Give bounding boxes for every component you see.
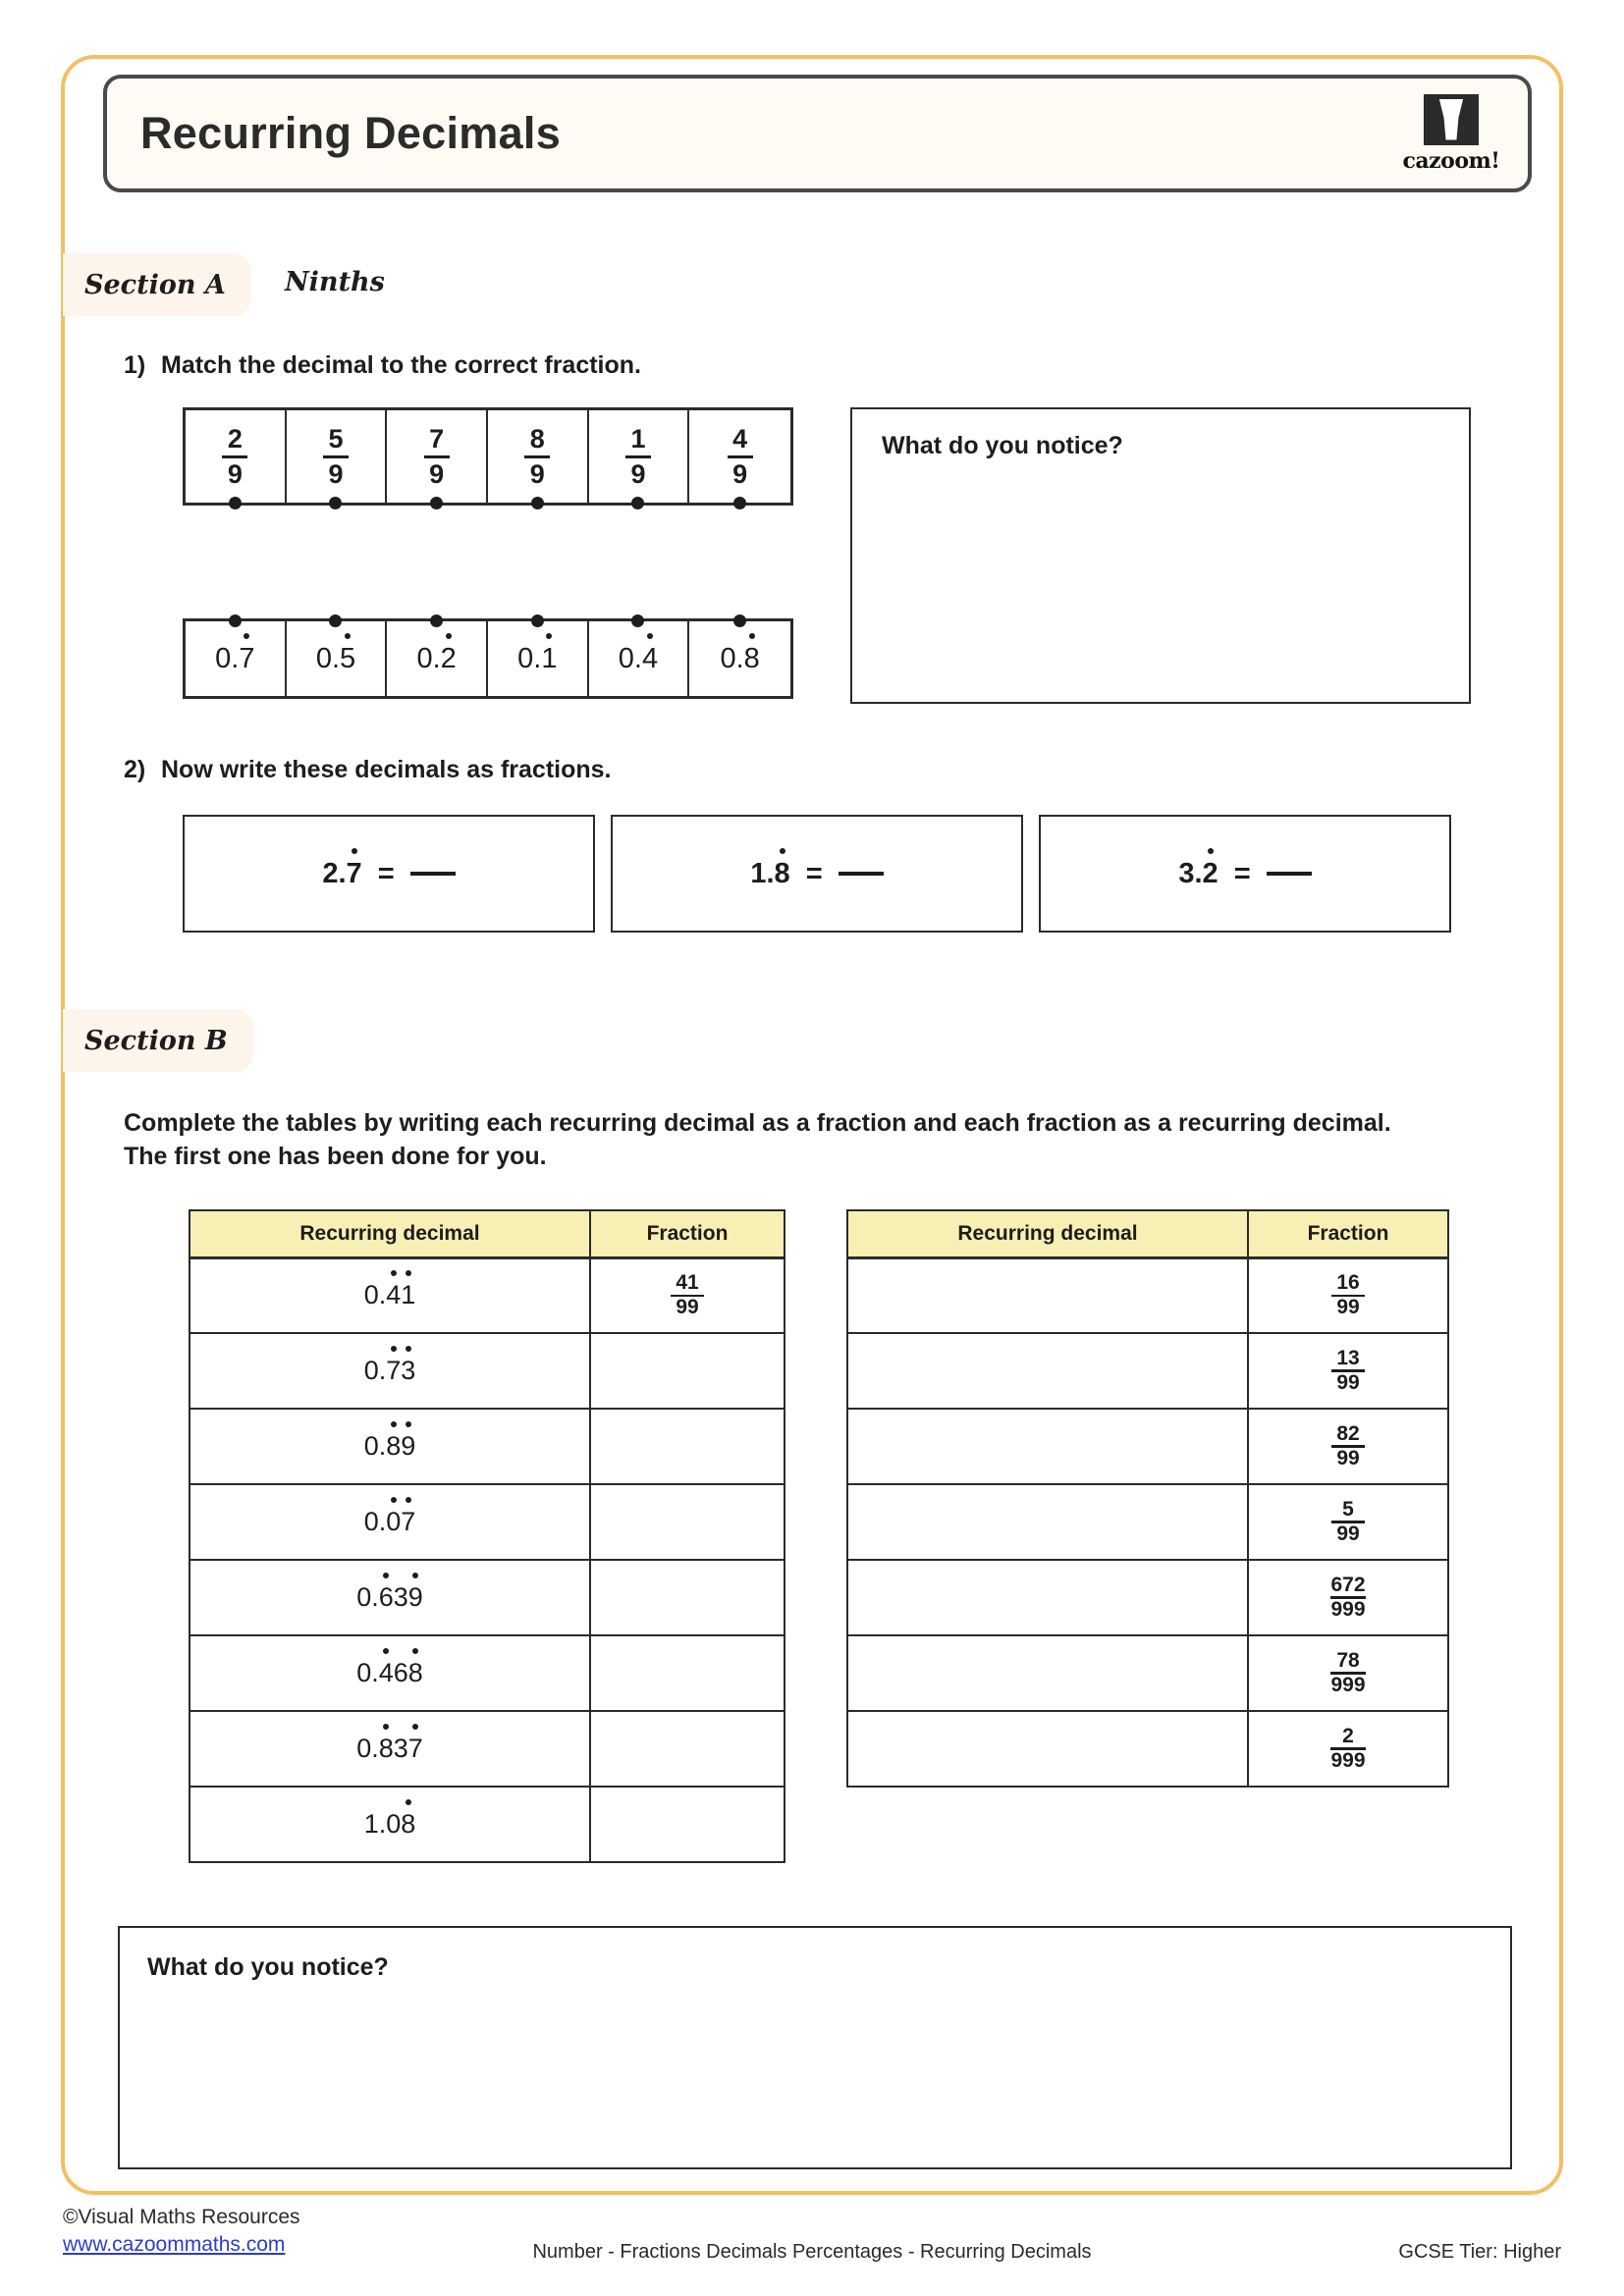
question-2 xyxy=(124,756,612,784)
fraction-value xyxy=(524,423,550,489)
recurring-dot-icon: 7 xyxy=(239,642,255,674)
answer-blank[interactable] xyxy=(839,872,884,876)
table-row xyxy=(847,1560,1448,1635)
fraction-value xyxy=(1330,1650,1365,1696)
table-row xyxy=(189,1409,785,1484)
fraction-cell[interactable] xyxy=(186,410,287,503)
question-2-text: Now write these decimals as fractions. xyxy=(161,756,612,783)
column-header: Recurring decimal xyxy=(847,1210,1248,1257)
website-link[interactable]: www.cazoommaths.com xyxy=(63,2233,286,2257)
fraction-numerator: 13 xyxy=(1336,1347,1360,1370)
recurring-decimal-value: 0.5 xyxy=(315,642,356,674)
fraction-denominator: 99 xyxy=(1336,1446,1360,1469)
cell-recurring-decimal[interactable] xyxy=(189,1484,590,1560)
recurring-dot-icon: 8 xyxy=(378,1734,394,1763)
fraction-numerator: 16 xyxy=(1336,1271,1360,1295)
decimal-cell[interactable] xyxy=(186,621,287,696)
recurring-decimal-value: 0.7 xyxy=(215,642,255,674)
column-header: Recurring decimal xyxy=(189,1210,590,1257)
cazoom-cup-logo-icon xyxy=(1424,94,1479,145)
logo-wordmark: cazoom! xyxy=(1402,147,1500,174)
footer-topic: Number - Fractions Decimals Percentages - Recurring Decimals xyxy=(532,2241,1092,2263)
recurring-dot-icon: 9 xyxy=(407,1582,423,1612)
section-b-instruction: Complete the tables by writing each recurring decimal as a fraction and each fraction as a recurring decimal. The first one has been done for you. xyxy=(124,1109,1391,1170)
cell-fraction[interactable] xyxy=(1248,1257,1448,1333)
decimal-cell[interactable] xyxy=(488,621,589,696)
cazoom-logo xyxy=(1400,94,1502,174)
fraction-denominator: 99 xyxy=(1336,1370,1360,1394)
recurring-decimal-value: 0.89 xyxy=(363,1431,416,1461)
match-dot-icon[interactable] xyxy=(531,614,544,627)
match-dot-icon[interactable] xyxy=(531,497,544,509)
table-row xyxy=(189,1711,785,1787)
cell-recurring-decimal[interactable] xyxy=(189,1560,590,1635)
recurring-dot-icon: 6 xyxy=(378,1582,394,1612)
decimal-cell[interactable] xyxy=(689,621,790,696)
cell-fraction[interactable] xyxy=(590,1635,785,1711)
fraction-value xyxy=(1331,1348,1365,1394)
fraction-value xyxy=(424,423,450,489)
recurring-dot-icon: 0 xyxy=(386,1507,402,1536)
fraction-numerator: 2 xyxy=(1342,1725,1354,1748)
answer-blank[interactable] xyxy=(1267,872,1312,876)
table-row xyxy=(189,1635,785,1711)
recurring-decimal-value: 3.2 xyxy=(1178,857,1218,889)
recurring-dot-icon: 9 xyxy=(401,1431,416,1461)
fraction-denominator: 99 xyxy=(676,1296,699,1318)
fraction-numerator: 672 xyxy=(1330,1574,1366,1597)
column-header: Fraction xyxy=(590,1210,785,1257)
cell-recurring-decimal[interactable] xyxy=(189,1787,590,1862)
column-header: Fraction xyxy=(1248,1210,1448,1257)
fraction-value xyxy=(1331,1272,1365,1318)
recurring-decimal-table-right xyxy=(846,1209,1449,1788)
cell-recurring-decimal[interactable] xyxy=(189,1635,590,1711)
section-a-tag xyxy=(63,253,251,316)
recurring-dot-icon: 7 xyxy=(407,1734,423,1763)
fraction-numerator: 2 xyxy=(227,423,243,454)
fraction-cell[interactable] xyxy=(589,410,690,503)
decimal-strip xyxy=(183,618,793,699)
recurring-dot-icon: 8 xyxy=(407,1658,423,1687)
cell-recurring-decimal[interactable] xyxy=(847,1333,1248,1409)
notice-box-b-label: What do you notice? xyxy=(147,1953,389,1981)
question-1 xyxy=(124,351,641,380)
cell-fraction[interactable] xyxy=(590,1409,785,1484)
decimal-cell[interactable] xyxy=(387,621,488,696)
section-b-label: Section B xyxy=(84,1025,228,1056)
recurring-dot-icon: 8 xyxy=(774,857,790,889)
equals-sign: = xyxy=(805,857,823,889)
decimal-cell[interactable] xyxy=(287,621,388,696)
recurring-dot-icon: 8 xyxy=(743,642,760,674)
fraction-denominator: 999 xyxy=(1330,1748,1366,1772)
cell-fraction[interactable] xyxy=(590,1257,785,1333)
question-2-number: 2) xyxy=(124,756,146,783)
fraction-numerator: 82 xyxy=(1336,1422,1360,1446)
table-row xyxy=(189,1787,785,1862)
fraction-numerator: 41 xyxy=(676,1271,699,1295)
equation-row xyxy=(750,858,883,890)
cell-fraction[interactable] xyxy=(590,1484,785,1560)
cell-recurring-decimal[interactable] xyxy=(847,1635,1248,1711)
recurring-decimal-table-left xyxy=(189,1209,785,1863)
notice-box-a-label: What do you notice? xyxy=(882,432,1123,459)
cell-fraction[interactable] xyxy=(1248,1333,1448,1409)
recurring-decimal-value: 0.837 xyxy=(356,1734,423,1763)
table-row xyxy=(189,1257,785,1333)
recurring-dot-icon: 1 xyxy=(401,1280,416,1310)
recurring-decimal-value: 0.2 xyxy=(416,642,457,674)
fraction-numerator: 5 xyxy=(1342,1498,1354,1522)
table-row xyxy=(189,1484,785,1560)
cell-recurring-decimal[interactable] xyxy=(189,1257,590,1333)
recurring-decimal-value: 0.8 xyxy=(720,642,760,674)
recurring-dot-icon: 8 xyxy=(386,1431,402,1461)
recurring-decimal-value: 0.07 xyxy=(363,1507,416,1536)
footer-tier: GCSE Tier: Higher xyxy=(1398,2241,1561,2263)
recurring-decimal-value: 2.7 xyxy=(322,857,362,889)
fraction-cell[interactable] xyxy=(287,410,388,503)
fraction-numerator: 78 xyxy=(1336,1649,1360,1673)
recurring-decimal-value: 0.4 xyxy=(618,642,659,674)
fraction-value xyxy=(323,423,349,489)
recurring-dot-icon: 4 xyxy=(641,642,659,674)
cell-fraction[interactable] xyxy=(1248,1635,1448,1711)
cell-recurring-decimal[interactable] xyxy=(189,1711,590,1787)
fraction-numerator: 7 xyxy=(429,423,445,454)
fraction-denominator: 9 xyxy=(732,458,748,489)
cell-fraction[interactable] xyxy=(590,1711,785,1787)
cell-fraction[interactable] xyxy=(1248,1409,1448,1484)
recurring-decimal-value: 0.41 xyxy=(363,1280,416,1310)
recurring-dot-icon: 4 xyxy=(386,1280,402,1310)
cell-fraction[interactable] xyxy=(590,1560,785,1635)
table-row xyxy=(189,1333,785,1409)
fraction-value xyxy=(1331,1423,1365,1469)
section-a-label: Section A xyxy=(84,269,226,300)
equation-row xyxy=(322,858,455,890)
recurring-decimal-value: 0.73 xyxy=(363,1356,416,1385)
table-row xyxy=(847,1484,1448,1560)
cell-recurring-decimal[interactable] xyxy=(189,1409,590,1484)
fraction-numerator: 1 xyxy=(630,423,646,454)
table-row xyxy=(847,1635,1448,1711)
fraction-value xyxy=(1330,1575,1365,1621)
fraction-cell[interactable] xyxy=(689,410,790,503)
fraction-denominator: 99 xyxy=(1336,1522,1360,1545)
recurring-decimal-value: 1.8 xyxy=(750,857,790,889)
cell-recurring-decimal[interactable] xyxy=(847,1409,1248,1484)
recurring-decimal-value: 0.639 xyxy=(356,1582,423,1612)
match-dot-icon[interactable] xyxy=(229,497,242,509)
decimal-cell[interactable] xyxy=(589,621,690,696)
page-title: Recurring Decimals xyxy=(140,108,562,158)
cell-recurring-decimal[interactable] xyxy=(847,1257,1248,1333)
equals-sign: = xyxy=(1233,857,1251,889)
fraction-value xyxy=(671,1272,704,1318)
fraction-denominator: 999 xyxy=(1330,1597,1366,1621)
equals-sign: = xyxy=(377,857,395,889)
fraction-denominator: 9 xyxy=(529,458,545,489)
table-row xyxy=(847,1257,1448,1333)
cell-fraction[interactable] xyxy=(590,1333,785,1409)
recurring-dot-icon: 2 xyxy=(440,642,457,674)
cell-recurring-decimal[interactable] xyxy=(189,1333,590,1409)
fraction-cell[interactable] xyxy=(488,410,589,503)
decimal-to-fraction-box[interactable] xyxy=(183,815,595,933)
recurring-dot-icon: 7 xyxy=(346,857,362,889)
fraction-value xyxy=(1331,1499,1365,1545)
match-dot-icon[interactable] xyxy=(329,614,342,627)
recurring-decimal-value: 0.1 xyxy=(517,642,558,674)
fraction-value xyxy=(222,423,247,489)
table-row xyxy=(189,1560,785,1635)
worksheet-title-bar xyxy=(103,75,1532,192)
match-dot-icon[interactable] xyxy=(229,614,242,627)
cell-recurring-decimal[interactable] xyxy=(847,1484,1248,1560)
recurring-dot-icon: 4 xyxy=(378,1658,394,1687)
question-1-text: Match the decimal to the correct fraction. xyxy=(161,351,641,379)
equation-row xyxy=(1178,858,1311,890)
section-a-subtitle: Ninths xyxy=(285,267,385,297)
answer-blank[interactable] xyxy=(410,872,456,876)
recurring-dot-icon: 8 xyxy=(401,1809,416,1839)
fraction-denominator: 999 xyxy=(1330,1673,1366,1696)
fraction-strip xyxy=(183,407,793,506)
cell-fraction[interactable] xyxy=(1248,1484,1448,1560)
question-1-number: 1) xyxy=(124,351,146,379)
fraction-denominator: 99 xyxy=(1336,1296,1360,1318)
match-dot-icon[interactable] xyxy=(733,614,746,627)
section-b-tag xyxy=(63,1009,253,1072)
cell-fraction[interactable] xyxy=(1248,1711,1448,1787)
recurring-decimal-value: 0.468 xyxy=(356,1658,423,1687)
table-row xyxy=(847,1711,1448,1787)
table-row xyxy=(847,1333,1448,1409)
fraction-numerator: 4 xyxy=(732,423,748,454)
recurring-dot-icon: 2 xyxy=(1202,857,1218,889)
fraction-value xyxy=(728,423,753,489)
fraction-numerator: 8 xyxy=(529,423,545,454)
cell-fraction[interactable] xyxy=(590,1787,785,1862)
recurring-decimal-value: 1.08 xyxy=(363,1809,416,1839)
recurring-dot-icon: 7 xyxy=(386,1356,402,1385)
recurring-dot-icon: 3 xyxy=(401,1356,416,1385)
recurring-dot-icon: 5 xyxy=(340,642,356,674)
decimal-to-fraction-box[interactable] xyxy=(611,815,1023,933)
copyright-text: ©Visual Maths Resources xyxy=(63,2206,300,2228)
fraction-value xyxy=(625,423,651,489)
cell-fraction[interactable] xyxy=(1248,1560,1448,1635)
fraction-denominator: 9 xyxy=(630,458,646,489)
table-row xyxy=(847,1409,1448,1484)
fraction-cell[interactable] xyxy=(387,410,488,503)
fraction-value xyxy=(1330,1726,1365,1772)
recurring-dot-icon: 7 xyxy=(401,1507,416,1536)
fraction-denominator: 9 xyxy=(429,458,445,489)
fraction-numerator: 5 xyxy=(328,423,344,454)
cup-shape-icon xyxy=(1435,99,1468,140)
fraction-denominator: 9 xyxy=(227,458,243,489)
fraction-denominator: 9 xyxy=(328,458,344,489)
match-dot-icon[interactable] xyxy=(631,614,644,627)
cell-recurring-decimal[interactable] xyxy=(847,1560,1248,1635)
match-dot-icon[interactable] xyxy=(430,614,443,627)
cell-recurring-decimal[interactable] xyxy=(847,1711,1248,1787)
recurring-dot-icon: 1 xyxy=(541,642,558,674)
decimal-to-fraction-box[interactable] xyxy=(1039,815,1451,933)
